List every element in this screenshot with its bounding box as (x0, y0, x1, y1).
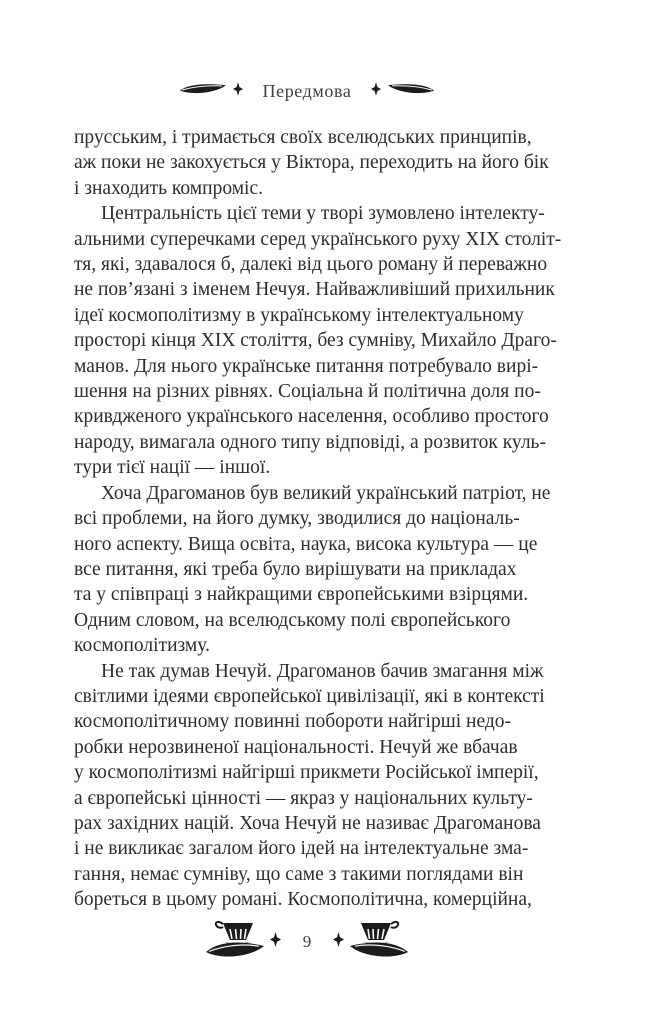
paragraph (74, 201, 588, 480)
text-line: ідеї космополітизму в українському інтелектуальному (74, 304, 524, 326)
text-line: та у співпраці з найкращими європейськими взірцями. (74, 584, 529, 606)
text-line: і не викликає загалом його ідей на інтелектуальне зма- (74, 838, 529, 860)
text-line: манов. Для нього українське питання потребувало вирі- (74, 355, 539, 377)
text-line: не пов’язані з іменем Нечуя. Найважливіший прихильник (74, 279, 555, 301)
text-line: Хоча Драгоманов був великий український патріот, не (101, 482, 551, 504)
text-line: Не так думав Нечуй. Драгоманов бачив змагання між (101, 660, 544, 682)
text-line: Одним словом, на вселюдському полі європейського (74, 609, 511, 631)
four-pointed-star-icon (333, 932, 344, 952)
text-line: тя, які, здавалося б, далекі від цього роману й переважно (74, 254, 548, 276)
text-line: народу, вимагала одного типу відповіді, а розвиток куль- (74, 431, 546, 453)
text-line: рах західних націй. Хоча Нечуй не називає Драгоманова (74, 812, 541, 834)
chapter-title: Передмова (262, 80, 352, 101)
text-line: бореться в цьому романі. Космополітична, комерційна, (74, 889, 532, 911)
page-footer (0, 916, 614, 968)
text-line: космополітизму. (74, 635, 210, 657)
text-line: космополітичному повинні побороти найгірші недо- (74, 711, 512, 733)
text-line: шення на різних рівнях. Соціальна й політична доля по- (74, 381, 541, 403)
text-line: тури тієї нації — іншої. (74, 457, 271, 479)
text-line: робки нерозвиненої національності. Нечуй же вбачав (74, 736, 518, 758)
text-line: і знаходить компроміс. (74, 177, 263, 199)
text-line: просторі кінця XIX століття, без сумніву, Михайло Драго- (74, 330, 557, 352)
text-line: аж поки не закохується у Віктора, переходить на його бік (74, 152, 549, 174)
text-line: кривдженого українського населення, особливо простого (74, 406, 549, 428)
paragraph (74, 125, 588, 201)
text-line: всі проблеми, на його думку, зводилися до національ- (74, 508, 520, 530)
footer-teacup-leaf-left-icon (205, 916, 265, 969)
text-line: а європейські цінності — якраз у національних культу- (74, 787, 533, 809)
text-line: ного аспекту. Вища освіта, наука, висока культура — це (74, 533, 538, 555)
footer-teacup-leaf-right-icon (349, 916, 409, 969)
body-text (74, 125, 588, 913)
header-leaf-right-icon (387, 82, 435, 101)
text-line: альними суперечками серед українського руху XIX століт- (74, 228, 562, 250)
text-line: гання, немає сумніву, що саме з такими поглядами він (74, 863, 524, 885)
four-pointed-star-icon (270, 932, 281, 952)
paragraph (74, 659, 588, 913)
text-line: прусським, і тримається своїх вселюдських принципів, (74, 127, 532, 148)
four-pointed-star-icon (233, 82, 243, 101)
text-line: світлими ідеями європейської цивілізації, які в контексті (74, 685, 545, 707)
four-pointed-star-icon (371, 82, 381, 101)
text-line: все питання, які треба було вирішувати на прикладах (74, 558, 517, 580)
text-line: Центральність цієї теми у творі зумовлено інтелекту- (101, 203, 545, 225)
page-number: 9 (302, 932, 312, 951)
page-header (0, 76, 614, 106)
paragraph (74, 481, 588, 659)
header-leaf-left-icon (179, 82, 227, 101)
text-line: у космополітизмі найгірші прикмети Російської імперії, (74, 762, 539, 784)
